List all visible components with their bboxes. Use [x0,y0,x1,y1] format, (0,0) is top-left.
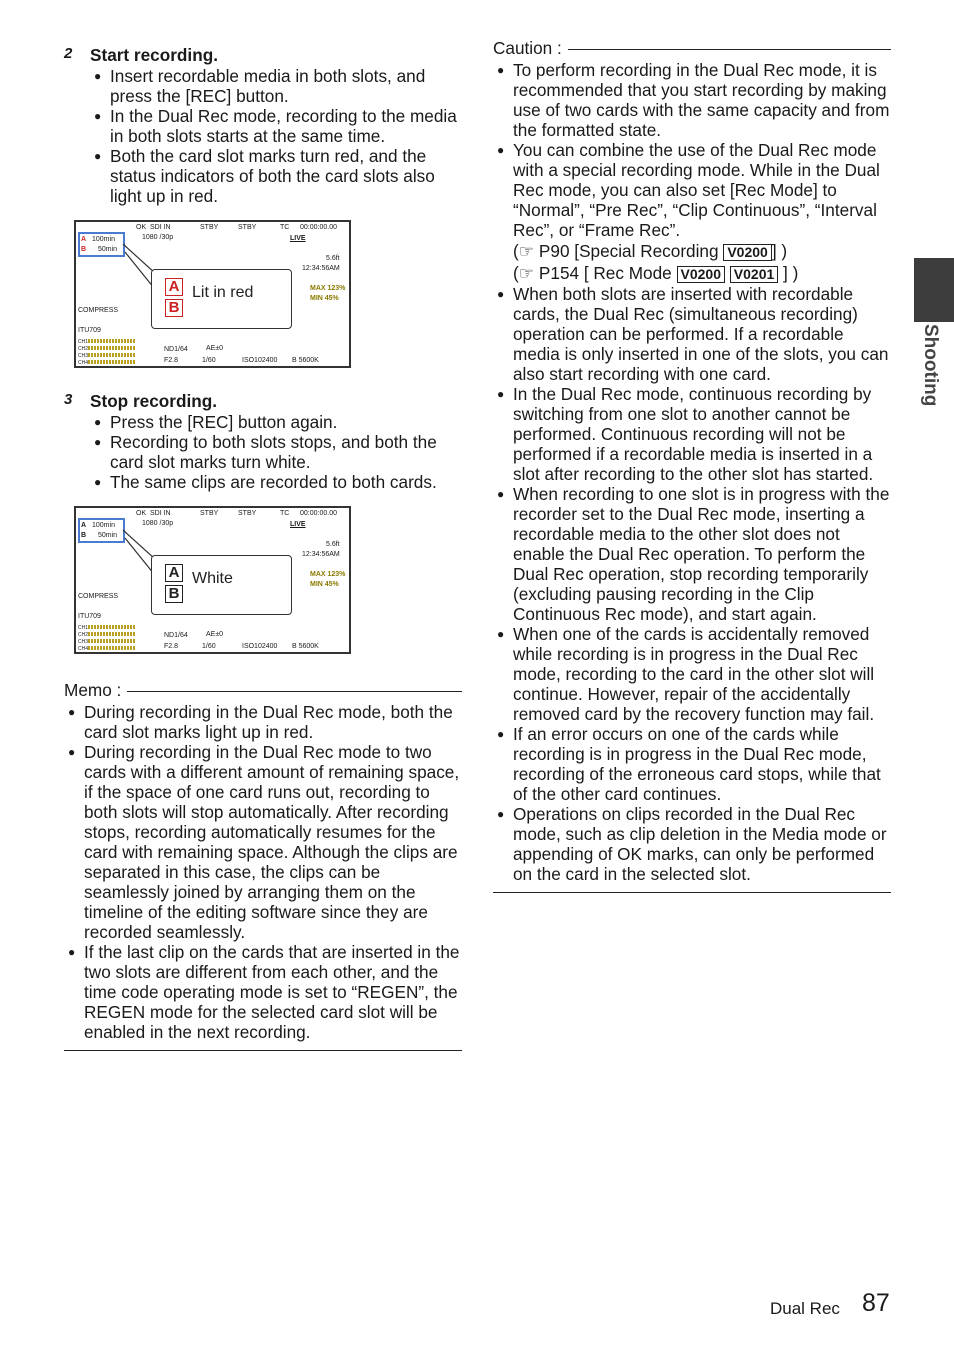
slot-a-remaining: 100min [92,522,115,529]
list-item: ● Operations on clips recorded in the Dual Rec mode, such as clip deletion in the Media mode or appending of OK marks, can only be performed on the card in the selected slot. [493,804,891,884]
caution-bullets-more [493,284,891,884]
version-tag: V0200 [677,266,725,283]
ae-level: AE±0 [206,631,224,638]
footer-section: Dual Rec [770,1299,840,1318]
cross-reference[interactable]: (☞ P154 [ Rec Mode V0200 V0201 ] ) [513,263,799,283]
slot-a-mark: A [165,564,183,582]
memo-box [64,680,462,1051]
slot-a-mark: A [81,236,87,243]
video-format: 1080 /30p [142,234,174,241]
list-item: ● In the Dual Rec mode, continuous recording by switching from one slot to another cannot be performed. Continuous recording will not be performed if a recordable media is inserted in a slot after recording to the other slot has started. [493,384,891,484]
audio-meter: CH1 [78,624,158,630]
list-item: ● In the Dual Rec mode, recording to the media in both slots starts at the same time. [90,106,462,146]
list-item: ● To perform recording in the Dual Rec mode, it is recommended that you start recording by making use of two cards with the same capacity and from the formatted state. [493,60,891,140]
list-item: ● During recording in the Dual Rec mode to two cards with a different amount of remaining space, if the space of one card runs out, recording to both slots will stop automatically. After recording stops, recording automatically resumes for the card with remaining space. Although the clips are separated in this case, the clips can be seamlessly joined by arranging them on the timeline of the editing software since they are recorded seamlessly. [64,742,462,942]
list-item: ● Both the card slot marks turn red, and the status indicators of both the card slots also light up in red. [90,146,462,206]
list-item: ● Insert recordable media in both slots, and press the [REC] button. [90,66,462,106]
slot-b-remaining: 50min [98,246,118,253]
step-3-bullets [90,412,462,492]
caution-header [493,38,891,60]
step-2 [64,44,462,206]
memo-header [64,680,462,702]
list-item: ● Recording to both slots stops, and both the card slot marks turn white. [90,432,462,472]
slot-a-mark: A [81,522,87,529]
chapter-label: Shooting [920,324,941,407]
step-3 [64,390,462,492]
audio-meter: CH2 [78,345,158,351]
cross-reference[interactable]: (☞ P90 [Special Recording V0200 ] ) [513,241,788,261]
page-number: 87 [862,1289,890,1317]
step-number: 2 [64,45,73,62]
step-title: Start recording. [90,45,218,65]
sdi-indicator: SDI IN [150,510,171,517]
caution-bullets [493,60,891,240]
audio-meter: CH2 [78,631,158,637]
step-title: Stop recording. [90,391,218,411]
slot-b-mark: B [165,585,183,603]
slot-b-mark: B [165,299,183,317]
nd-filter: ND1/64 [164,346,188,353]
min-level: MIN 45% [310,581,339,588]
caution-label: Caution : [493,38,568,58]
iso-value: ISO102400 [242,357,278,364]
slot-a-remaining: 100min [92,236,115,243]
stby-indicator: STBY [238,224,257,231]
list-item: ● During recording in the Dual Rec mode, both the card slot marks light up in red. [64,702,462,742]
list-item: ● Press the [REC] button again. [90,412,462,432]
list-item: ● The same clips are recorded to both cards. [90,472,462,492]
stby-indicator: STBY [200,510,219,517]
iris-value: F2.8 [164,357,179,364]
live-indicator: LIVE [290,235,306,242]
max-level: MAX 123% [310,571,346,578]
ae-level: AE±0 [206,345,224,352]
ok-badge: OK [136,510,147,517]
left-column [64,44,462,1051]
list-item: ● When recording to one slot is in progress with the recorder set to the Dual Rec mode, inserting a recordable media to the other slot does not enable the Dual Rec operation. To perform the Dual Rec operation, stop recording temporarily (excluding pausing recording in the Clip Continuous Rec mode), and start again. [493,484,891,624]
list-item: ● When one of the cards is accidentally removed while recording is in progress in the Dual Rec mode, recording to the card in the other slot will continue. However, repair of the accidentally removed card by the recovery function may fail. [493,624,891,724]
tc-label: TC [280,510,290,517]
list-item: ● You can combine the use of the Dual Rec mode with a special recording mode. While in the Dual Rec mode, you can also set [Rec Mode] to “Normal”, “Pre Rec”, “Clip Continuous”, “Interval Rec”, or “Frame Rec”. [493,140,891,240]
list-item: ● If the last clip on the cards that are inserted in the two slots are different from each other, and the time code operating mode is set to “REGEN”, the REGEN mode for the selected card slot will be enabled in the next recording. [64,942,462,1042]
camera-screen-recording [74,220,351,368]
tc-label: TC [280,224,290,231]
gamma-label: ITU709 [78,613,101,620]
caution-end-rule [493,892,891,893]
clock: 12:34:56AM [302,551,340,558]
ok-badge: OK [136,224,147,231]
slot-b-mark: B [81,246,87,253]
audio-meter: CH3 [78,352,158,358]
callout-lit-in-red [151,269,292,329]
compress-label: COMPRESS [78,307,119,314]
step-2-bullets [90,66,462,206]
list-item: ● When both slots are inserted with recordable cards, the Dual Rec (simultaneous recording) operation can be performed. If a recordable media is only inserted in one of the slots, you can also start recording with one card. [493,284,891,384]
min-level: MIN 45% [310,295,339,302]
timecode: 00:00:00.00 [300,224,337,231]
focus-distance: 5.6ft [326,541,340,548]
callout-white [151,555,292,615]
callout-label: Lit in red [192,284,254,301]
sdi-indicator: SDI IN [150,224,171,231]
video-format: 1080 /30p [142,520,174,527]
compress-label: COMPRESS [78,593,119,600]
version-tag: V0201 [730,266,778,283]
slot-b-remaining: 50min [98,532,118,539]
audio-meter: CH1 [78,338,158,344]
stby-indicator: STBY [238,510,257,517]
timecode: 00:00:00.00 [300,510,337,517]
shutter-value: 1/60 [202,643,216,650]
slot-marks-white [165,564,183,606]
audio-meter: CH4 [78,359,158,365]
step-number: 3 [64,391,73,408]
right-column [493,38,891,893]
callout-label: White [192,570,233,587]
slot-marks-red [165,278,183,320]
audio-meter: CH4 [78,645,158,651]
white-balance: B 5600K [292,357,319,364]
gamma-label: ITU709 [78,327,101,334]
stby-indicator: STBY [200,224,219,231]
audio-meter: CH3 [78,638,158,644]
iso-value: ISO102400 [242,643,278,650]
version-tag: V0200 [723,244,771,261]
shutter-value: 1/60 [202,357,216,364]
clock: 12:34:56AM [302,265,340,272]
reference-icon: ☞ [518,263,535,283]
focus-distance: 5.6ft [326,255,340,262]
max-level: MAX 123% [310,285,346,292]
iris-value: F2.8 [164,643,179,650]
chapter-tab [914,258,954,322]
white-balance: B 5600K [292,643,319,650]
slot-b-mark: B [81,532,87,539]
reference-icon: ☞ [518,241,535,261]
slot-a-mark: A [165,278,183,296]
list-item: ● If an error occurs on one of the cards while recording is in progress in the Dual Rec mode, recording of the erroneous card stops, while that of the other card continues. [493,724,891,804]
live-indicator: LIVE [290,521,306,528]
nd-filter: ND1/64 [164,632,188,639]
memo-end-rule [64,1050,462,1051]
camera-screen-stopped [74,506,351,654]
memo-bullets [64,702,462,1042]
memo-label: Memo : [64,680,127,700]
